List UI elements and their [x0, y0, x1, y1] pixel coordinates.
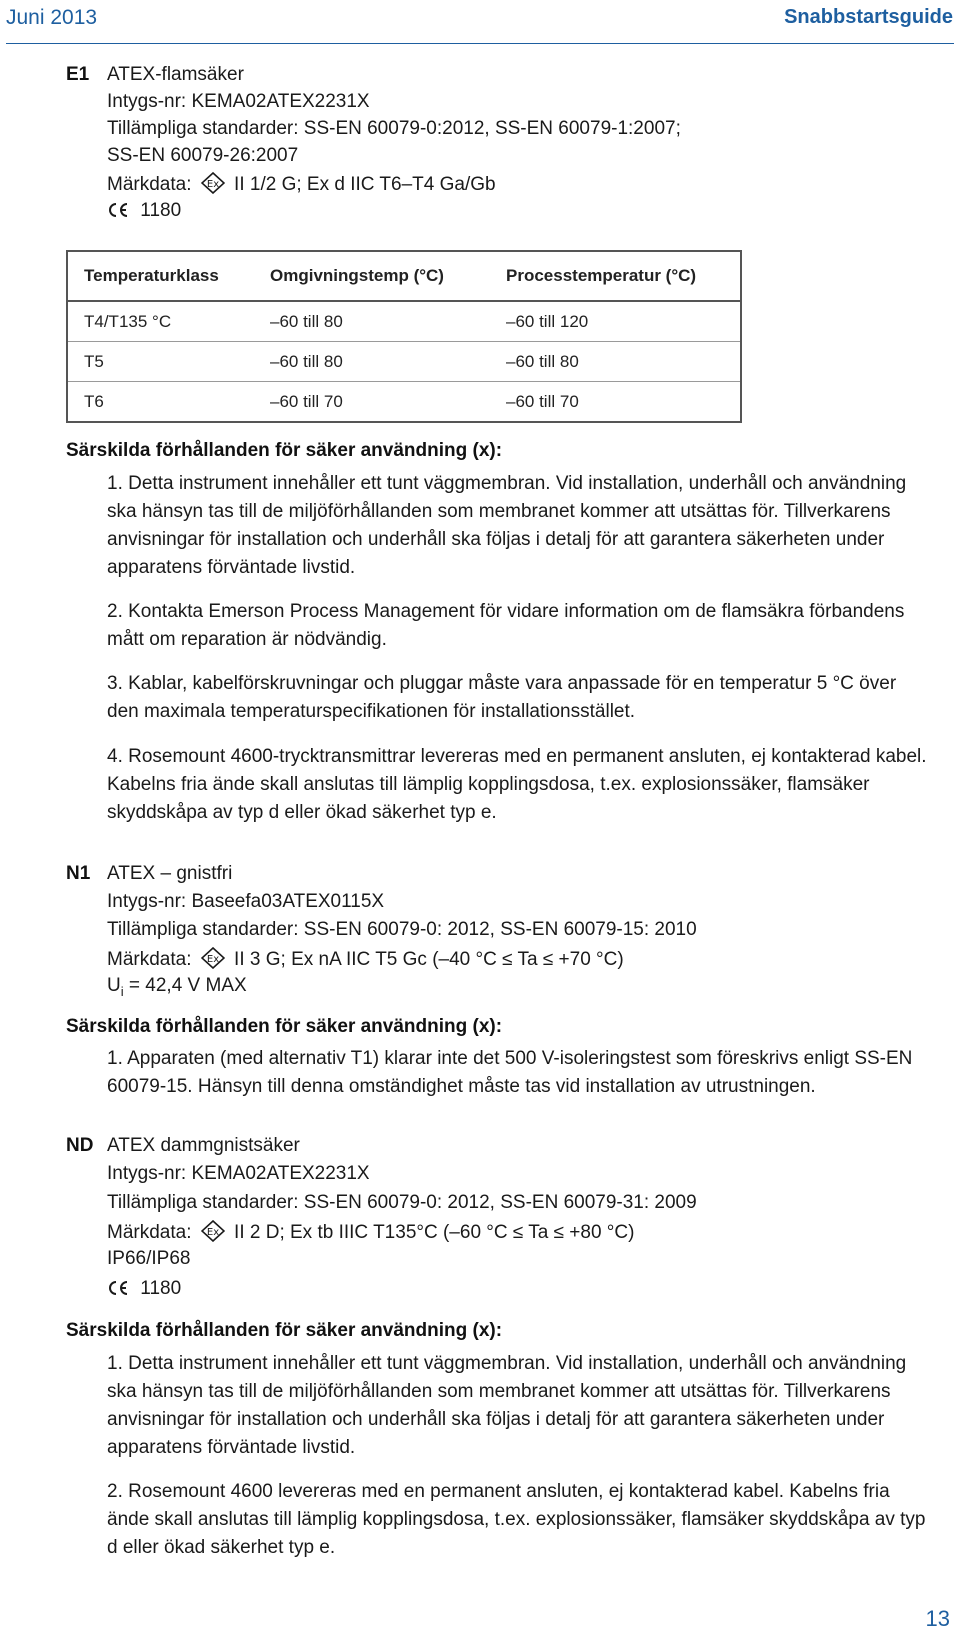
- marking-value: II 2 D; Ex tb IIIC T135°C (–60 °C ≤ Ta ≤ +80 °C): [234, 1222, 635, 1243]
- marking-line: [107, 1220, 634, 1244]
- condition-item: 4. Rosemount 4600-trycktransmittrar levereras med en permanent ansluten, ej kontakterad kabel. Kabelns fria ände skall anslutas till lämplig kopplingsdosa, t.ex. explosionssäker, flamsäker skyddskåpa av typ d eller ökad säkerhet typ e.: [107, 746, 927, 823]
- ip-rating: IP66/IP68: [107, 1248, 191, 1269]
- table-cell: –60 till 80: [254, 342, 490, 382]
- condition-item: 1. Detta instrument innehåller ett tunt väggmembran. Vid installation, underhåll och användning ska hänsyn tas till de miljöförhållanden som membranet kommer att utsättas för. Tillverkarens anvisningar för installation och underhåll ska följas i detalj för att garantera säkerheten under apparatens förväntade livstid.: [107, 1353, 907, 1458]
- certificate-number: Intygs-nr: KEMA02ATEX2231X: [107, 1163, 370, 1184]
- ex-hexagon-icon: [201, 947, 225, 969]
- conditions-heading: Särskilda förhållanden för säker användning (x):: [66, 1320, 503, 1341]
- svg-text:Ex: Ex: [206, 179, 219, 190]
- voltage-value: = 42,4 V MAX: [128, 975, 247, 996]
- condition-item: 1. Detta instrument innehåller ett tunt väggmembran. Vid installation, underhåll och användning ska hänsyn tas till de miljöförhållanden som membranet kommer att utsättas för. Tillverkarens anvisningar för installation och underhåll ska följas i detalj för att garantera säkerheten under apparatens förväntade livstid.: [107, 473, 907, 578]
- table-cell: T5: [67, 342, 254, 382]
- marking-value: II 3 G; Ex nA IIC T5 Gc (–40 °C ≤ Ta ≤ +70 °C): [234, 949, 624, 970]
- ce-line: [107, 200, 181, 222]
- standards-line: Tillämpliga standarder: SS-EN 60079-0: 2012, SS-EN 60079-15: 2010: [107, 919, 697, 940]
- ce-mark-icon: [107, 1280, 129, 1296]
- table-row: [67, 301, 741, 342]
- marking-line: [107, 172, 496, 196]
- table-cell: –60 till 70: [490, 382, 741, 423]
- column-header: Temperaturklass: [67, 251, 254, 301]
- column-header: Processtemperatur (°C): [490, 251, 741, 301]
- header-title: Snabbstartsguide: [784, 6, 953, 28]
- svg-text:Ex: Ex: [206, 1227, 219, 1238]
- marking-label: Märkdata:: [107, 1222, 192, 1243]
- table-cell: –60 till 80: [254, 301, 490, 342]
- conditions-heading: Särskilda förhållanden för säker användning (x):: [66, 1016, 503, 1037]
- table-row: [67, 382, 741, 423]
- ce-mark-icon: [107, 202, 129, 218]
- marking-label: Märkdata:: [107, 174, 192, 195]
- voltage-line: [107, 975, 247, 999]
- standards-line-1: Tillämpliga standarder: SS-EN 60079-0:2012, SS-EN 60079-1:2007;: [107, 118, 681, 139]
- section-name: ATEX – gnistfri: [107, 863, 233, 884]
- condition-item: 2. Rosemount 4600 levereras med en permanent ansluten, ej kontakterad kabel. Kabelns fria ände skall anslutas till lämplig kopplingsdosa, t.ex. explosionssäker, flamsäker skyddskåpa av typ d eller ökad säkerhet typ e.: [107, 1481, 926, 1558]
- ce-line: [107, 1278, 181, 1300]
- section-code: N1: [66, 863, 91, 884]
- column-header: Omgivningstemp (°C): [254, 251, 490, 301]
- ce-number: 1180: [140, 200, 182, 221]
- condition-item: 1. Apparaten (med alternativ T1) klarar inte det 500 V-isoleringstest som föreskrivs enligt SS-EN 60079-15. Hänsyn till denna omständighet måste tas vid installation av utrustningen.: [107, 1048, 913, 1097]
- section-code: ND: [66, 1135, 94, 1156]
- standards-line: Tillämpliga standarder: SS-EN 60079-0: 2012, SS-EN 60079-31: 2009: [107, 1192, 697, 1213]
- svg-text:Ex: Ex: [206, 954, 219, 965]
- table-cell: –60 till 80: [490, 342, 741, 382]
- temperature-table: [66, 250, 742, 423]
- table-header-row: [67, 251, 741, 301]
- certificate-number: Intygs-nr: Baseefa03ATEX0115X: [107, 891, 385, 912]
- certificate-number: Intygs-nr: KEMA02ATEX2231X: [107, 91, 370, 112]
- voltage-subscript: i: [120, 983, 124, 999]
- condition-item: 2. Kontakta Emerson Process Management för vidare information om de flamsäkra förbandens mått om reparation är nödvändig.: [107, 601, 905, 650]
- section-name: ATEX dammgnistsäker: [107, 1135, 300, 1156]
- table-cell: –60 till 120: [490, 301, 741, 342]
- ex-hexagon-icon: [201, 1220, 225, 1242]
- marking-line: [107, 947, 624, 971]
- standards-line-2: SS-EN 60079-26:2007: [107, 145, 299, 166]
- conditions-heading: Särskilda förhållanden för säker användning (x):: [66, 440, 503, 461]
- header-date: Juni 2013: [6, 6, 98, 29]
- header-rule: [6, 43, 954, 44]
- section-name: ATEX-flamsäker: [107, 64, 244, 85]
- table-cell: –60 till 70: [254, 382, 490, 423]
- marking-value: II 1/2 G; Ex d IIC T6–T4 Ga/Gb: [234, 174, 496, 195]
- table-cell: T4/T135 °C: [67, 301, 254, 342]
- page-header: [0, 0, 960, 44]
- voltage-symbol: U: [107, 975, 121, 996]
- table-row: [67, 342, 741, 382]
- page-number: 13: [925, 1606, 950, 1631]
- table-cell: T6: [67, 382, 254, 423]
- section-code: E1: [66, 64, 90, 85]
- condition-item: 3. Kablar, kabelförskruvningar och pluggar måste vara anpassade för en temperatur 5 °C över den maximala temperaturspecifikationen för installationsstället.: [107, 673, 897, 722]
- ce-number: 1180: [140, 1278, 182, 1299]
- marking-label: Märkdata:: [107, 949, 192, 970]
- ex-hexagon-icon: [201, 172, 225, 194]
